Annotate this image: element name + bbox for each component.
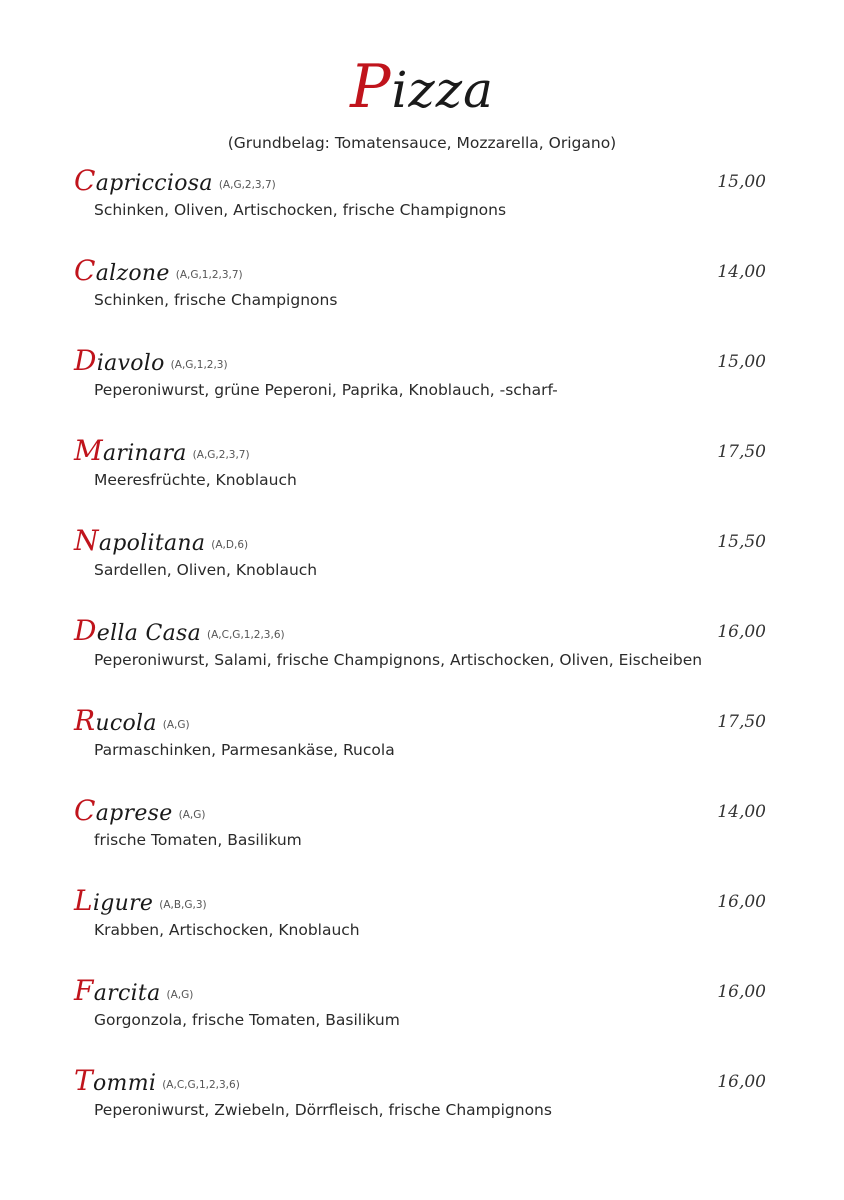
menu-item-name-rest: igure — [92, 891, 154, 916]
menu-item-allergens: (A,G,2,3,7) — [218, 179, 276, 191]
menu-item-price: 16,00 — [717, 1072, 766, 1092]
menu-item-name-initial: C — [74, 254, 96, 287]
menu-item-name-initial: F — [74, 974, 94, 1007]
menu-item-name-initial: M — [74, 434, 103, 467]
menu-item — [74, 1064, 774, 1154]
menu-item-description: Krabben, Artischocken, Knoblauch — [94, 921, 360, 939]
menu-item-description: Sardellen, Oliven, Knoblauch — [94, 561, 318, 579]
menu-item-heading — [74, 884, 207, 920]
menu-item-heading — [74, 524, 248, 560]
menu-item-name — [74, 524, 206, 557]
menu-item-name-rest: ucola — [95, 711, 157, 736]
menu-item-allergens: (A,G,1,2,3,7) — [175, 269, 243, 281]
menu-item — [74, 614, 774, 704]
menu-item-name-initial: R — [74, 704, 96, 737]
menu-item-description: Peperoniwurst, Zwiebeln, Dörrfleisch, frische Champignons — [94, 1101, 552, 1119]
menu-item-price: 17,50 — [717, 442, 766, 462]
menu-item-description: Gorgonzola, frische Tomaten, Basilikum — [94, 1011, 400, 1029]
page-title — [0, 52, 844, 125]
menu-item-description: Peperoniwurst, Salami, frische Champignons, Artischocken, Oliven, Eischeiben — [94, 651, 703, 669]
menu-item-price: 15,00 — [717, 352, 766, 372]
menu-item — [74, 524, 774, 614]
menu-item-allergens: (A,C,G,1,2,3,6) — [207, 629, 285, 641]
menu-item-name-initial: L — [74, 884, 93, 917]
menu-item-name-rest: apricciosa — [95, 171, 213, 196]
menu-item-description: Parmaschinken, Parmesankäse, Rucola — [94, 741, 395, 759]
menu-item-heading — [74, 434, 250, 470]
menu-item-name-rest: iavolo — [96, 351, 165, 376]
menu-item-name — [74, 434, 187, 467]
menu-item-name — [74, 614, 202, 647]
menu-item-allergens: (A,G) — [166, 989, 194, 1001]
menu-item-name-initial: D — [74, 344, 97, 377]
page-subtitle: (Grundbelag: Tomatensauce, Mozzarella, Origano) — [227, 134, 617, 152]
menu-item-price: 15,50 — [717, 532, 766, 552]
menu-item — [74, 794, 774, 884]
page-title-rest: izza — [391, 61, 494, 119]
menu-item-name — [74, 794, 173, 827]
menu-item — [74, 884, 774, 974]
menu-item-price: 16,00 — [717, 622, 766, 642]
menu-item-name-rest: arcita — [93, 981, 161, 1006]
menu-item-name-rest: apolitana — [98, 531, 206, 556]
menu-item-description: Peperoniwurst, grüne Peperoni, Paprika, Knoblauch, -scharf- — [94, 381, 558, 399]
menu-item-allergens: (A,B,G,3) — [159, 899, 207, 911]
menu-item — [74, 704, 774, 794]
menu-item — [74, 344, 774, 434]
menu-list — [74, 164, 774, 1154]
menu-item-name-rest: ommi — [92, 1071, 157, 1096]
menu-item-price: 14,00 — [717, 262, 766, 282]
menu-item-name-rest: ella Casa — [96, 621, 202, 646]
menu-item-heading — [74, 974, 193, 1010]
menu-item-price: 17,50 — [717, 712, 766, 732]
menu-item-name — [74, 344, 165, 377]
menu-item-allergens: (A,G,1,2,3) — [170, 359, 228, 371]
menu-item-name — [74, 884, 154, 917]
menu-item-name — [74, 974, 161, 1007]
menu-item-name-rest: aprese — [95, 801, 173, 826]
menu-item-name-rest: arinara — [102, 441, 187, 466]
menu-item-heading — [74, 164, 276, 200]
menu-item-description: Schinken, Oliven, Artischocken, frische Champignons — [94, 201, 507, 219]
menu-item-name — [74, 164, 213, 197]
menu-item — [74, 164, 774, 254]
menu-item-heading — [74, 254, 243, 290]
menu-item-description: Meeresfrüchte, Knoblauch — [94, 471, 297, 489]
menu-item-heading — [74, 704, 190, 740]
menu-item-price: 15,00 — [717, 172, 766, 192]
menu-item-allergens: (A,D,6) — [211, 539, 249, 551]
menu-item-allergens: (A,G) — [178, 809, 206, 821]
menu-item-description: Schinken, frische Champignons — [94, 291, 338, 309]
menu-item-name-initial: C — [74, 164, 96, 197]
menu-item-name-rest: alzone — [95, 261, 170, 286]
menu-item-heading — [74, 1064, 240, 1100]
menu-item — [74, 434, 774, 524]
menu-item-allergens: (A,G,2,3,7) — [192, 449, 250, 461]
menu-item — [74, 974, 774, 1064]
menu-item-description: frische Tomaten, Basilikum — [94, 831, 302, 849]
menu-item-name — [74, 1064, 157, 1097]
menu-item-name-initial: C — [74, 794, 96, 827]
menu-item — [74, 254, 774, 344]
menu-item-name-initial: D — [74, 614, 97, 647]
menu-item-price: 14,00 — [717, 802, 766, 822]
menu-item-name — [74, 254, 170, 287]
menu-item-name — [74, 704, 157, 737]
menu-item-name-initial: T — [74, 1064, 93, 1097]
page-title-initial: P — [350, 52, 392, 122]
menu-item-name-initial: N — [74, 524, 99, 557]
menu-item-price: 16,00 — [717, 892, 766, 912]
menu-item-heading — [74, 794, 205, 830]
menu-item-heading — [74, 614, 285, 650]
menu-item-allergens: (A,G) — [162, 719, 190, 731]
menu-item-price: 16,00 — [717, 982, 766, 1002]
menu-item-allergens: (A,C,G,1,2,3,6) — [162, 1079, 240, 1091]
menu-item-heading — [74, 344, 228, 380]
